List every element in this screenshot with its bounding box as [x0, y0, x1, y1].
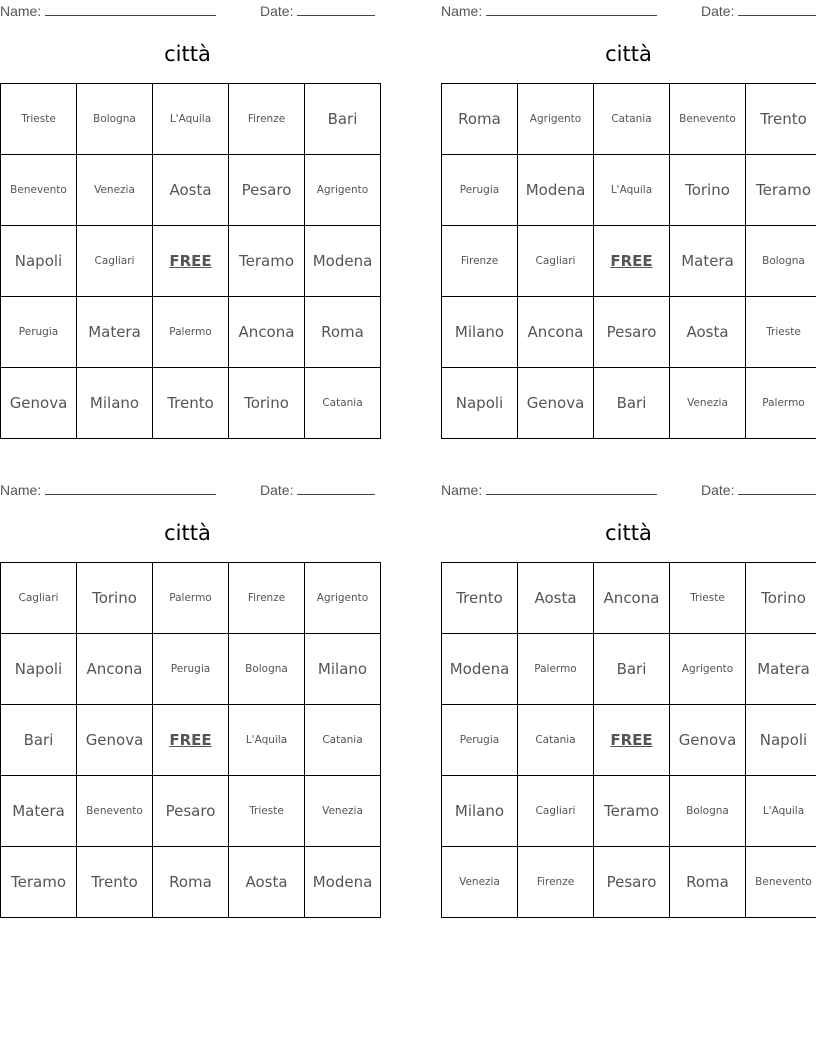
date-blank[interactable] [738, 481, 816, 495]
name-label: Name: [441, 3, 483, 19]
grid-cell: Napoli [1, 226, 77, 297]
grid-cell: Roma [305, 297, 381, 368]
bingo-grid [0, 83, 381, 439]
grid-cell: Cagliari [518, 226, 594, 297]
grid-cell: Pesaro [153, 776, 229, 847]
grid-row [442, 776, 816, 847]
card-title: città [605, 42, 652, 66]
card-title: città [605, 521, 652, 545]
grid-row [1, 297, 381, 368]
grid-cell: L'Aquila [229, 705, 305, 776]
grid-cell: Trieste [1, 84, 77, 155]
grid-row [1, 84, 381, 155]
grid-cell: Teramo [594, 776, 670, 847]
grid-cell: Bologna [229, 634, 305, 705]
grid-cell: Perugia [153, 634, 229, 705]
grid-cell: Matera [746, 634, 816, 705]
grid-cell: Torino [77, 563, 153, 634]
grid-row [442, 368, 816, 439]
grid-cell: Benevento [1, 155, 77, 226]
grid-cell: Aosta [518, 563, 594, 634]
grid-cell: Firenze [229, 84, 305, 155]
grid-cell: Trento [153, 368, 229, 439]
grid-row [1, 634, 381, 705]
grid-cell: Trento [442, 563, 518, 634]
grid-cell: Trento [77, 847, 153, 918]
grid-cell: Firenze [229, 563, 305, 634]
grid-cell: L'Aquila [746, 776, 816, 847]
grid-cell: Trento [746, 84, 816, 155]
grid-row [442, 705, 816, 776]
grid-cell: Milano [305, 634, 381, 705]
grid-row [1, 368, 381, 439]
grid-cell: Modena [518, 155, 594, 226]
grid-cell: Perugia [442, 705, 518, 776]
grid-cell: L'Aquila [594, 155, 670, 226]
grid-row [1, 226, 381, 297]
grid-cell: Bologna [746, 226, 816, 297]
grid-row [442, 297, 816, 368]
grid-cell: Pesaro [594, 847, 670, 918]
free-space: FREE [594, 226, 670, 297]
grid-cell: Teramo [746, 155, 816, 226]
date-field [260, 2, 375, 19]
grid-row [1, 155, 381, 226]
grid-row [442, 634, 816, 705]
grid-cell: Ancona [229, 297, 305, 368]
grid-cell: Palermo [518, 634, 594, 705]
grid-cell: Bari [1, 705, 77, 776]
grid-row [442, 155, 816, 226]
grid-row [442, 563, 816, 634]
grid-cell: Venezia [305, 776, 381, 847]
grid-cell: Bari [594, 634, 670, 705]
name-blank[interactable] [45, 481, 216, 495]
name-blank[interactable] [486, 2, 657, 16]
grid-cell: Catania [305, 705, 381, 776]
grid-row [1, 776, 381, 847]
grid-cell: Bologna [77, 84, 153, 155]
grid-cell: Matera [1, 776, 77, 847]
grid-cell: Torino [229, 368, 305, 439]
grid-cell: Roma [442, 84, 518, 155]
grid-cell: Agrigento [670, 634, 746, 705]
grid-cell: Bari [594, 368, 670, 439]
name-label: Name: [0, 3, 42, 19]
grid-cell: Roma [670, 847, 746, 918]
date-blank[interactable] [297, 481, 375, 495]
date-field [260, 481, 375, 498]
grid-cell: Venezia [442, 847, 518, 918]
grid-cell: Modena [305, 226, 381, 297]
grid-cell: Agrigento [518, 84, 594, 155]
grid-cell: Aosta [229, 847, 305, 918]
grid-cell: Perugia [442, 155, 518, 226]
grid-cell: Agrigento [305, 563, 381, 634]
grid-cell: Genova [77, 705, 153, 776]
grid-cell: Benevento [746, 847, 816, 918]
grid-cell: Ancona [594, 563, 670, 634]
grid-cell: Palermo [746, 368, 816, 439]
grid-cell: Napoli [746, 705, 816, 776]
name-field [441, 481, 657, 498]
grid-cell: Napoli [442, 368, 518, 439]
grid-row [1, 563, 381, 634]
grid-cell: Benevento [670, 84, 746, 155]
grid-cell: Genova [518, 368, 594, 439]
grid-cell: Matera [670, 226, 746, 297]
grid-cell: Modena [305, 847, 381, 918]
grid-cell: Roma [153, 847, 229, 918]
grid-cell: Pesaro [229, 155, 305, 226]
grid-cell: Agrigento [305, 155, 381, 226]
name-label: Name: [441, 482, 483, 498]
grid-cell: Torino [746, 563, 816, 634]
grid-cell: Benevento [77, 776, 153, 847]
grid-row [442, 226, 816, 297]
free-space: FREE [153, 705, 229, 776]
name-blank[interactable] [486, 481, 657, 495]
date-label: Date: [260, 3, 294, 19]
grid-cell: Aosta [153, 155, 229, 226]
grid-cell: Bari [305, 84, 381, 155]
date-field [701, 2, 816, 19]
grid-cell: Cagliari [518, 776, 594, 847]
grid-cell: Aosta [670, 297, 746, 368]
grid-cell: Trieste [229, 776, 305, 847]
grid-cell: Catania [594, 84, 670, 155]
name-field [0, 2, 216, 19]
date-label: Date: [260, 482, 294, 498]
free-space: FREE [594, 705, 670, 776]
bingo-grid [441, 83, 816, 439]
grid-cell: Cagliari [1, 563, 77, 634]
grid-row [442, 847, 816, 918]
grid-cell: Catania [518, 705, 594, 776]
grid-cell: Ancona [518, 297, 594, 368]
grid-cell: Firenze [442, 226, 518, 297]
grid-cell: Palermo [153, 297, 229, 368]
free-space: FREE [153, 226, 229, 297]
grid-cell: Genova [1, 368, 77, 439]
grid-row [1, 705, 381, 776]
bingo-grid [441, 562, 816, 918]
grid-cell: Cagliari [77, 226, 153, 297]
grid-row [1, 847, 381, 918]
date-blank[interactable] [297, 2, 375, 16]
grid-cell: Firenze [518, 847, 594, 918]
grid-row [442, 84, 816, 155]
grid-cell: Milano [77, 368, 153, 439]
grid-cell: Modena [442, 634, 518, 705]
grid-cell: Catania [305, 368, 381, 439]
grid-cell: Napoli [1, 634, 77, 705]
grid-cell: Torino [670, 155, 746, 226]
grid-cell: Venezia [670, 368, 746, 439]
date-label: Date: [701, 3, 735, 19]
grid-cell: Milano [442, 776, 518, 847]
grid-cell: Trieste [670, 563, 746, 634]
date-field [701, 481, 816, 498]
grid-cell: Matera [77, 297, 153, 368]
date-label: Date: [701, 482, 735, 498]
name-field [441, 2, 657, 19]
card-title: città [164, 521, 211, 545]
grid-cell: Ancona [77, 634, 153, 705]
bingo-grid [0, 562, 381, 918]
card-title: città [164, 42, 211, 66]
grid-cell: Bologna [670, 776, 746, 847]
date-blank[interactable] [738, 2, 816, 16]
grid-cell: Pesaro [594, 297, 670, 368]
grid-cell: Teramo [1, 847, 77, 918]
name-blank[interactable] [45, 2, 216, 16]
grid-cell: L'Aquila [153, 84, 229, 155]
grid-cell: Perugia [1, 297, 77, 368]
grid-cell: Trieste [746, 297, 816, 368]
grid-cell: Venezia [77, 155, 153, 226]
grid-cell: Genova [670, 705, 746, 776]
name-field [0, 481, 216, 498]
grid-cell: Milano [442, 297, 518, 368]
grid-cell: Palermo [153, 563, 229, 634]
grid-cell: Teramo [229, 226, 305, 297]
name-label: Name: [0, 482, 42, 498]
